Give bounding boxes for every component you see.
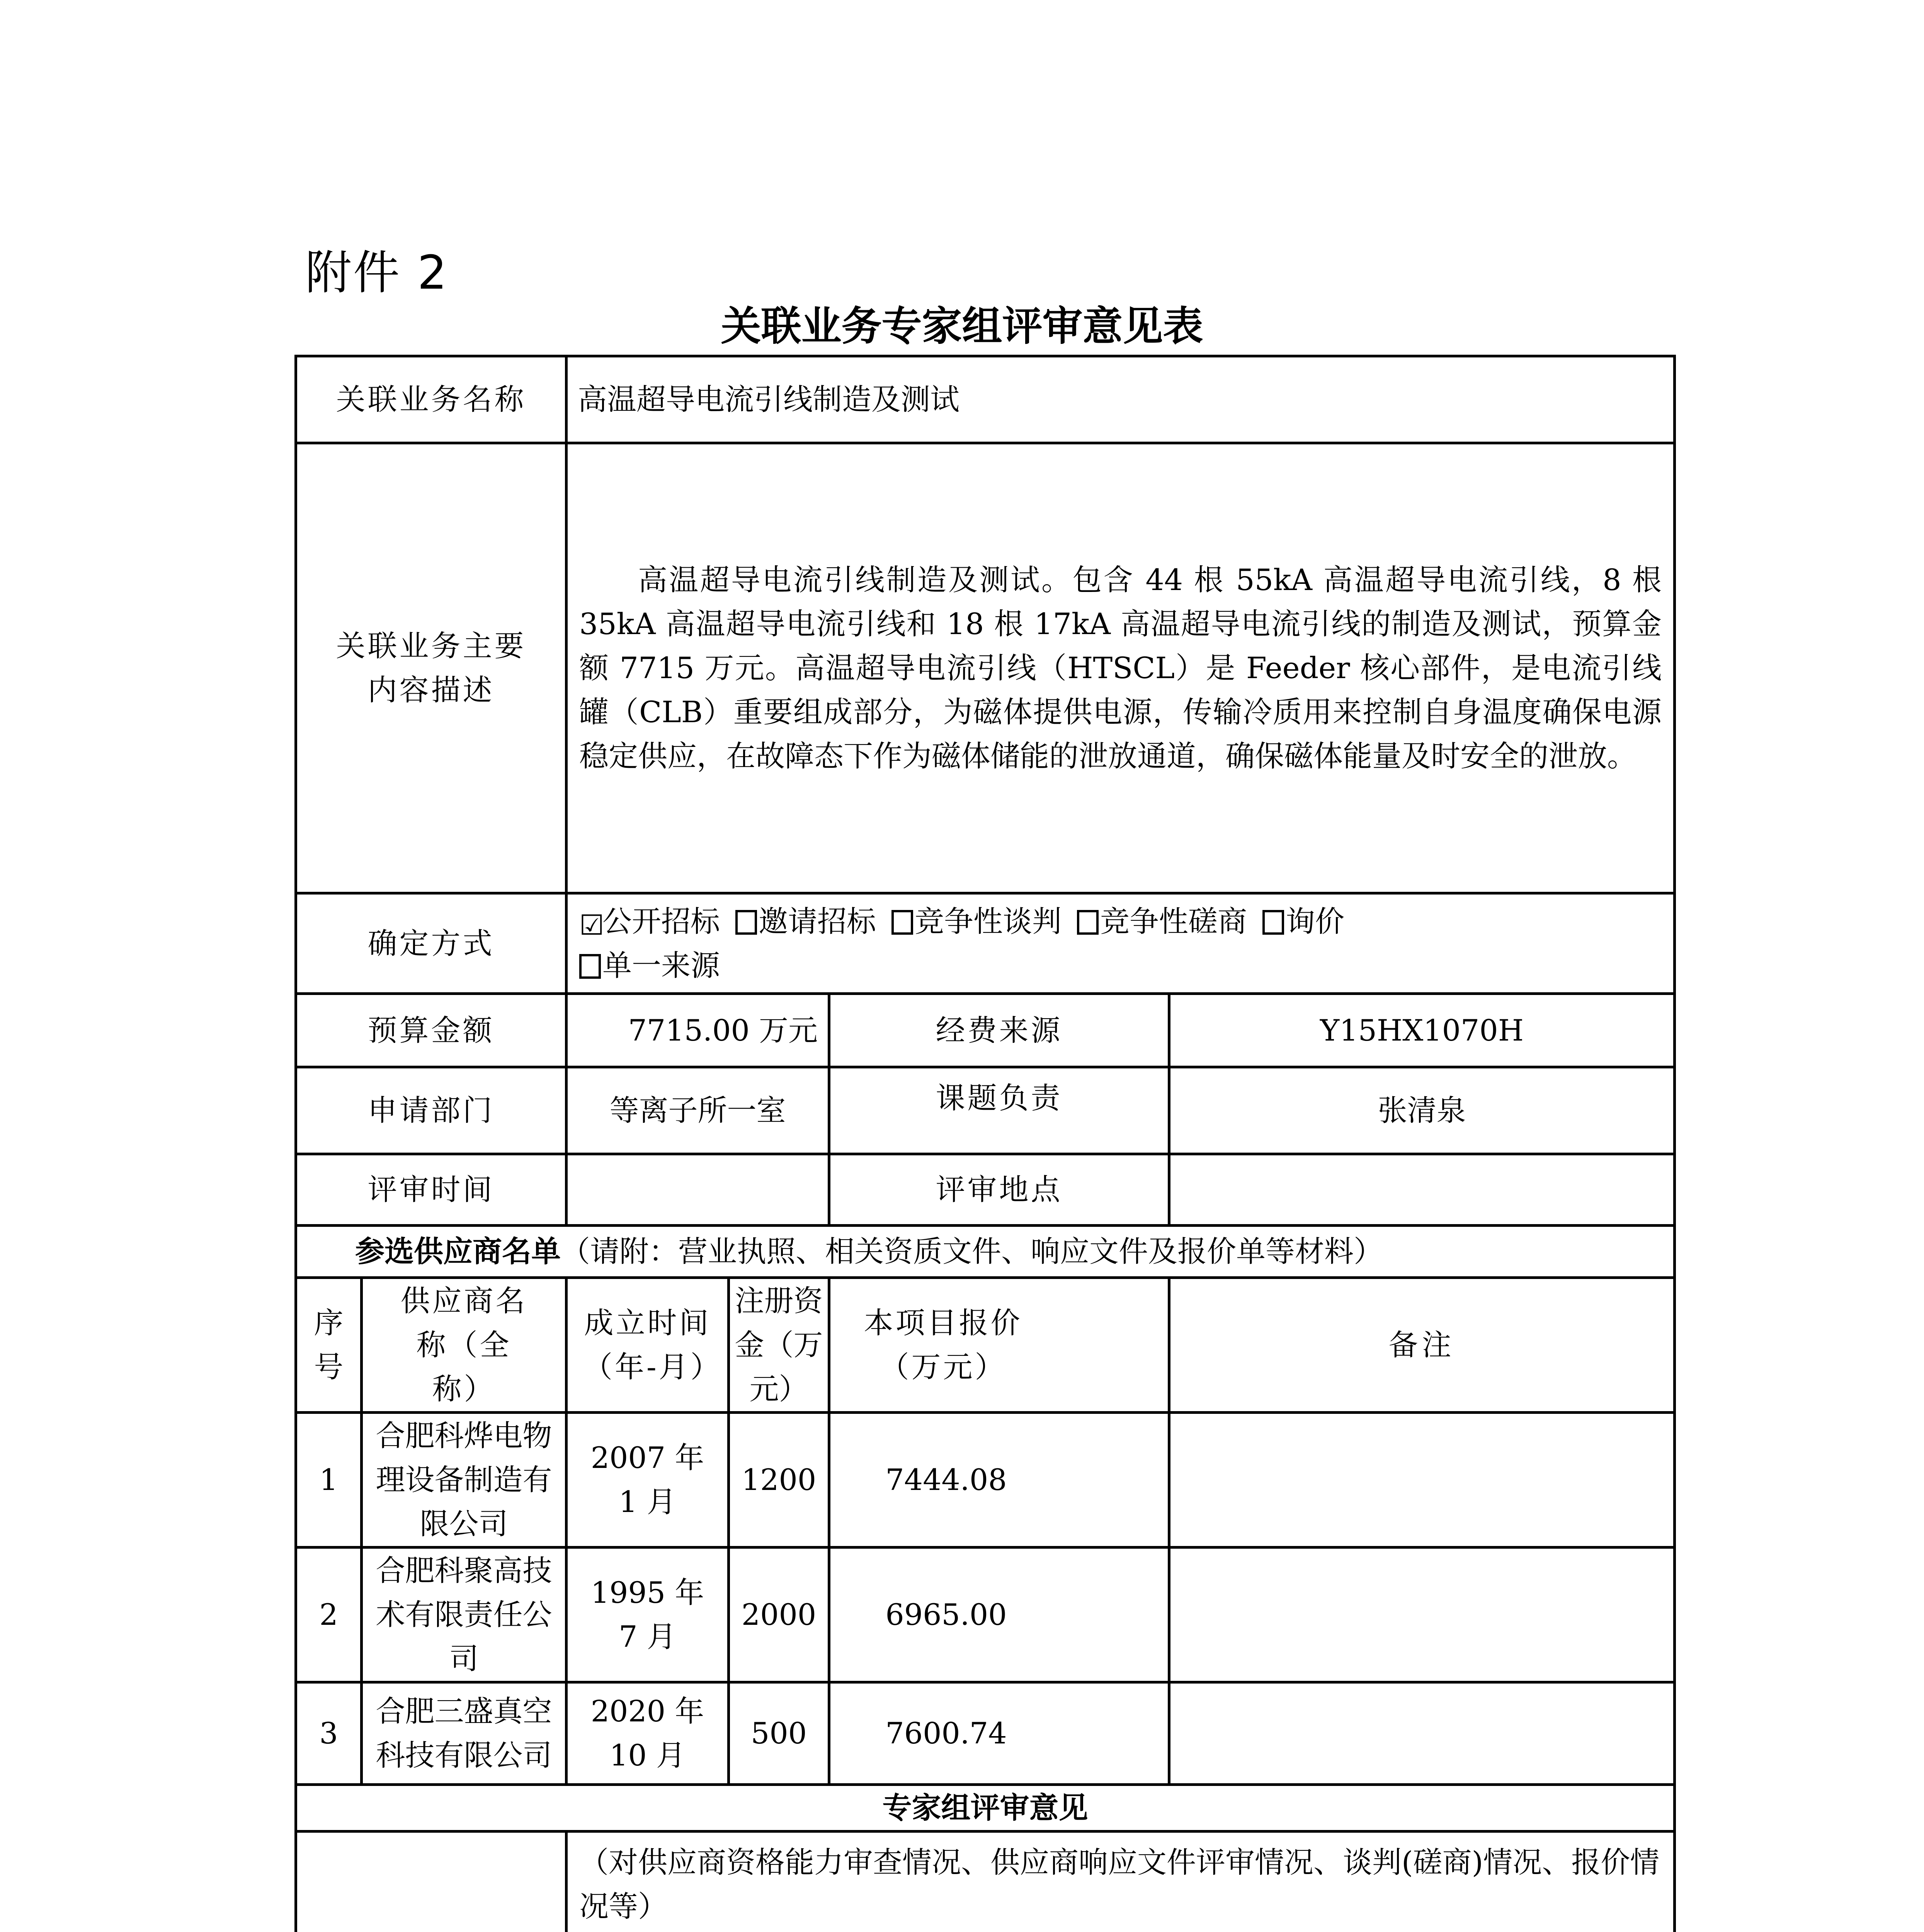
suppliers-section-header xyxy=(296,1226,1675,1278)
business-description: 高温超导电流引线制造及测试。包含 44 根 55kA 高温超导电流引线，8 根 35kA 高温超导电流引线和 18 根 17kA 高温超导电流引线的制造及测试，预算金额 7715 万元。高温超导电流引线（HTSCL）是 Feeder 核心部件，是电流引线罐（CLB）重要组成部分，为磁体提供电源，传输冷质用来控制自身温度确保电源稳定供应，在故障态下作为磁体储能的泄放通道，确保磁体能量及时安全的泄放。 xyxy=(566,443,1675,893)
supplier-row xyxy=(296,1413,1675,1548)
review-place-value[interactable] xyxy=(1169,1154,1675,1226)
supplier-no: 2 xyxy=(296,1548,362,1682)
method-option-label: 询价 xyxy=(1286,904,1344,939)
supplier-remark xyxy=(1169,1413,1675,1548)
col-header-founded: 成立时间（年-月） xyxy=(566,1278,729,1413)
review-record-content xyxy=(566,1832,1675,1932)
col-header-quote: 本项目报价（万元） xyxy=(829,1278,1169,1413)
method-option-label: 竞争性谈判 xyxy=(915,904,1062,939)
supplier-quote: 6965.00 xyxy=(829,1548,1169,1682)
checkbox-icon[interactable] xyxy=(891,910,913,935)
business-name-label: 关联业务名称 xyxy=(296,356,566,443)
method-row xyxy=(296,893,1675,994)
business-desc-label xyxy=(296,443,566,893)
supplier-name: 合肥科聚高技术有限责任公司 xyxy=(362,1548,566,1682)
suppliers-title: 参选供应商名单 xyxy=(355,1234,561,1269)
method-option-consultation[interactable] xyxy=(1077,900,1247,944)
document-title: 关联业务专家组评审意见表 xyxy=(721,303,1203,350)
supplier-no: 3 xyxy=(296,1682,362,1785)
budget-value: 7715.00 万元 xyxy=(566,994,829,1067)
project-leader-value: 张清泉 xyxy=(1169,1067,1675,1154)
business-desc-label-line1: 关联业务主要 xyxy=(336,629,526,663)
supplier-no: 1 xyxy=(296,1413,362,1548)
business-name-row xyxy=(296,356,1675,443)
supplier-capital: 500 xyxy=(729,1682,829,1785)
review-record-label xyxy=(296,1832,566,1932)
method-option-label: 邀请招标 xyxy=(759,904,876,939)
checkbox-icon[interactable] xyxy=(1262,910,1284,935)
method-option-single-source[interactable] xyxy=(579,944,720,988)
business-name-value: 高温超导电流引线制造及测试 xyxy=(566,356,1675,443)
business-desc-row xyxy=(296,443,1675,893)
department-label: 申请部门 xyxy=(296,1067,566,1154)
review-time-label: 评审时间 xyxy=(296,1154,566,1226)
review-place-label: 评审地点 xyxy=(829,1154,1169,1226)
project-leader-label: 课题负责 xyxy=(829,1067,1169,1154)
budget-label: 预算金额 xyxy=(296,994,566,1067)
fund-source-label: 经费来源 xyxy=(829,994,1169,1067)
supplier-row xyxy=(296,1548,1675,1682)
fund-source-value: Y15HX1070H xyxy=(1169,994,1675,1067)
col-header-remark: 备注 xyxy=(1169,1278,1675,1413)
review-time-row xyxy=(296,1154,1675,1226)
supplier-capital: 2000 xyxy=(729,1548,829,1682)
review-time-value[interactable] xyxy=(566,1154,829,1226)
method-option-inquiry[interactable] xyxy=(1262,900,1344,944)
checkbox-icon[interactable] xyxy=(735,910,757,935)
method-option-negotiation[interactable] xyxy=(891,900,1062,944)
col-header-no: 序号 xyxy=(296,1278,362,1413)
business-desc-label-line2: 内容描述 xyxy=(367,673,495,707)
supplier-quote: 7600.74 xyxy=(829,1682,1169,1785)
checkbox-icon[interactable] xyxy=(1077,910,1099,935)
review-section-title: 专家组评审意见 xyxy=(296,1785,1675,1832)
col-header-name: 供应商名称（全称） xyxy=(362,1278,566,1413)
suppliers-header-row xyxy=(296,1278,1675,1413)
supplier-quote: 7444.08 xyxy=(829,1413,1169,1548)
col-header-capital: 注册资金（万元） xyxy=(729,1278,829,1413)
attachment-label: 附件 2 xyxy=(305,246,449,300)
method-option-label: 竞争性磋商 xyxy=(1100,904,1247,939)
method-option-label: 公开招标 xyxy=(602,904,720,939)
method-options xyxy=(566,893,1675,994)
method-option-label: 单一来源 xyxy=(602,948,720,983)
suppliers-note: （请附：营业执照、相关资质文件、响应文件及报价单等材料） xyxy=(561,1234,1383,1269)
review-section-row xyxy=(296,1785,1675,1832)
method-label: 确定方式 xyxy=(296,893,566,994)
suppliers-section-row xyxy=(296,1226,1675,1278)
method-option-public[interactable] xyxy=(579,900,720,944)
checked-box-icon[interactable]: ☑ xyxy=(579,908,604,941)
review-form-table xyxy=(294,355,1676,1932)
supplier-remark xyxy=(1169,1548,1675,1682)
supplier-founded: 2020 年 10 月 xyxy=(566,1682,729,1785)
supplier-founded: 2007 年 1 月 xyxy=(566,1413,729,1548)
supplier-name: 合肥科烨电物理设备制造有限公司 xyxy=(362,1413,566,1548)
supplier-name: 合肥三盛真空科技有限公司 xyxy=(362,1682,566,1785)
department-row xyxy=(296,1067,1675,1154)
budget-row xyxy=(296,994,1675,1067)
department-value: 等离子所一室 xyxy=(566,1067,829,1154)
checkbox-icon[interactable] xyxy=(579,954,601,979)
supplier-founded: 1995 年 7 月 xyxy=(566,1548,729,1682)
method-option-invite[interactable] xyxy=(735,900,876,944)
review-instruction: （对供应商资格能力审查情况、供应商响应文件评审情况、谈判(磋商)情况、报价情况等） xyxy=(579,1845,1660,1923)
spacer xyxy=(579,1929,1662,1932)
review-record-row xyxy=(296,1832,1675,1932)
supplier-row xyxy=(296,1682,1675,1785)
supplier-remark xyxy=(1169,1682,1675,1785)
supplier-capital: 1200 xyxy=(729,1413,829,1548)
